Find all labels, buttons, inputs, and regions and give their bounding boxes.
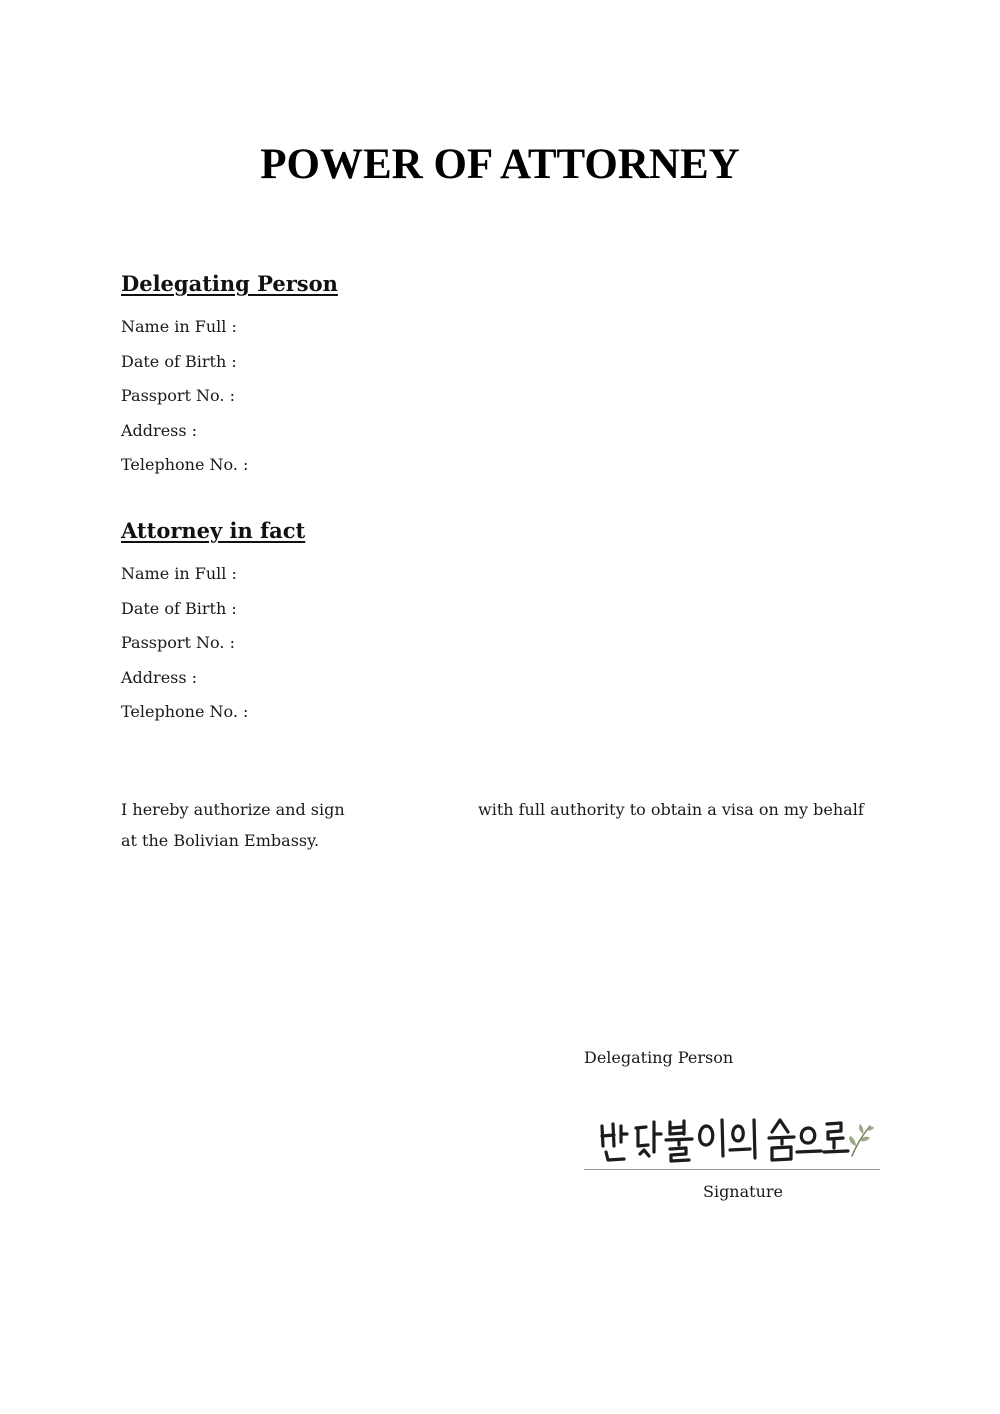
attorney-passport-field: Passport No. : [121, 633, 235, 652]
statement-line-2: at the Bolivian Embassy. [121, 831, 320, 850]
attorney-name-field: Name in Full : [121, 564, 237, 583]
statement-text-authorize: I hereby authorize and sign [121, 800, 345, 819]
delegating-person-heading: Delegating Person [121, 271, 338, 296]
attorney-in-fact-heading: Attorney in fact [121, 518, 306, 543]
signature-caption: Signature [702, 1182, 783, 1201]
delegating-person-section [121, 268, 721, 483]
signature-line [584, 1169, 880, 1170]
signature-role-label: Delegating Person [584, 1048, 734, 1067]
attorney-dob-field: Date of Birth : [121, 598, 237, 618]
authorization-statement [121, 795, 881, 857]
attorney-telephone-field: Telephone No. : [121, 702, 249, 721]
statement-text-authority: with full authority to obtain a visa on my behalf [478, 800, 864, 819]
delegating-address-field: Address : [121, 420, 198, 440]
signature-block [584, 1044, 880, 1201]
document-title: POWER OF ATTORNEY [260, 141, 740, 188]
attorney-in-fact-section [121, 515, 721, 730]
delegating-passport-field: Passport No. : [121, 386, 235, 405]
delegating-telephone-field: Telephone No. : [121, 455, 249, 474]
delegating-dob-field: Date of Birth : [121, 351, 237, 371]
statement-line-1 [121, 795, 881, 825]
attorney-address-field: Address : [121, 667, 198, 687]
delegating-name-field: Name in Full : [121, 317, 237, 336]
handwritten-signature-image [594, 1112, 874, 1172]
